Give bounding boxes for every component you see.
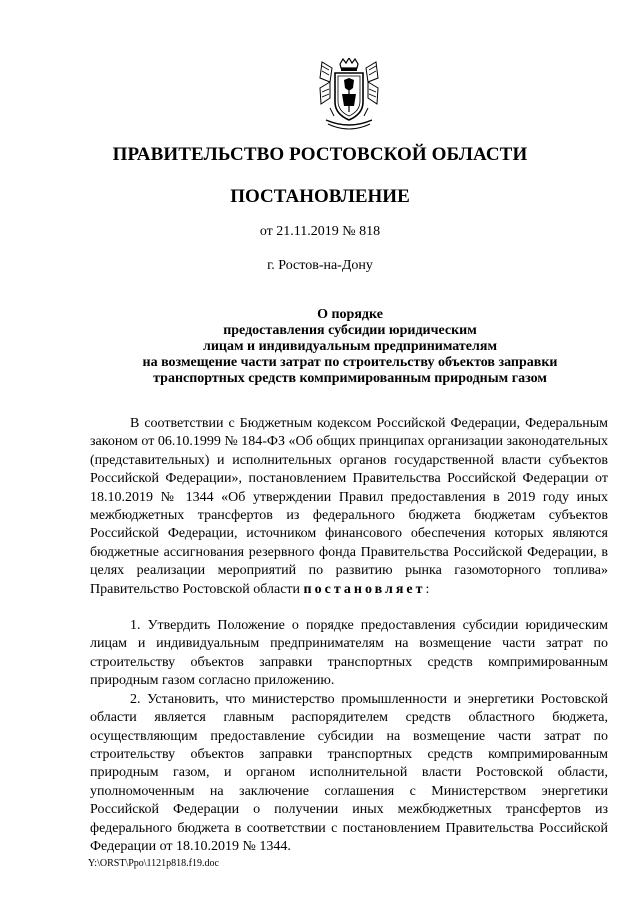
document-date-number: от 21.11.2019 № 818	[259, 224, 381, 239]
document-type: ПОСТАНОВЛЕНИЕ	[230, 186, 410, 207]
document-body	[90, 415, 608, 856]
coat-of-arms-icon	[318, 58, 380, 132]
subject-line: предоставления субсидии юридическим	[223, 323, 477, 338]
preamble-text: В соответствии с Бюджетным кодексом Российской Федерации, Федеральным законом от 06.10.1999 № 184-ФЗ «Об общих принципах организации законодательных (представительных) и исполнительных органов государственной власти субъектов Российской Федерации», постановлением Правительства Российской Федерации от 18.10.2019 № 1344 «Об утверждении Правил предоставления в 2019 году иных межбюджетных трансфертов из федерального бюджета бюджетам субъектов Российской Федерации, источником финансового обеспечения которых являются бюджетные ассигнования резервного фонда Правительства Российской Федерации, в целях реализации мероприятий по развитию рынка газомоторного топлива» Правительство Ростовской области	[90, 416, 608, 597]
file-path-footer: Y:\ORST\Ppo\1121p818.f19.doc	[88, 858, 219, 869]
item-1-paragraph: 1. Утвердить Положение о порядке предоставления субсидии юридическим лицам и индивидуальным предпринимателям на возмещение части затрат по строительству объектов заправки транспортных средств компримированным природным газом согласно приложению.	[90, 618, 608, 689]
subject-line: транспортных средств компримированным природным газом	[153, 371, 547, 386]
subject-line: на возмещение части затрат по строительству объектов заправки	[142, 355, 558, 370]
organization-title: ПРАВИТЕЛЬСТВО РОСТОВСКОЙ ОБЛАСТИ	[112, 144, 528, 165]
subject-line: О порядке	[317, 307, 383, 322]
document-city: г. Ростов-на-Дону	[267, 258, 373, 273]
resolves-keyword: постановляет	[303, 581, 426, 597]
item-2-paragraph: 2. Установить, что министерство промышленности и энергетики Ростовской области является главным распорядителем средств областного бюджета, осуществляющим предоставление субсидии на возмещение части затрат по строительству объектов заправки транспортных средств компримированным природным газом, и органом исполнительной власти Ростовской области, уполномоченным на заключение соглашения с Министерством энергетики Российской Федерации о получении иных межбюджетных трансфертов из федерального бюджета в соответствии с постановлением Правительства Российской Федерации от 18.10.2019 № 1344.	[90, 691, 608, 854]
subject-line: лицам и индивидуальным предпринимателям	[203, 339, 497, 354]
preamble-colon: :	[425, 581, 430, 597]
document-subject	[80, 307, 620, 387]
preamble-paragraph	[90, 415, 608, 599]
